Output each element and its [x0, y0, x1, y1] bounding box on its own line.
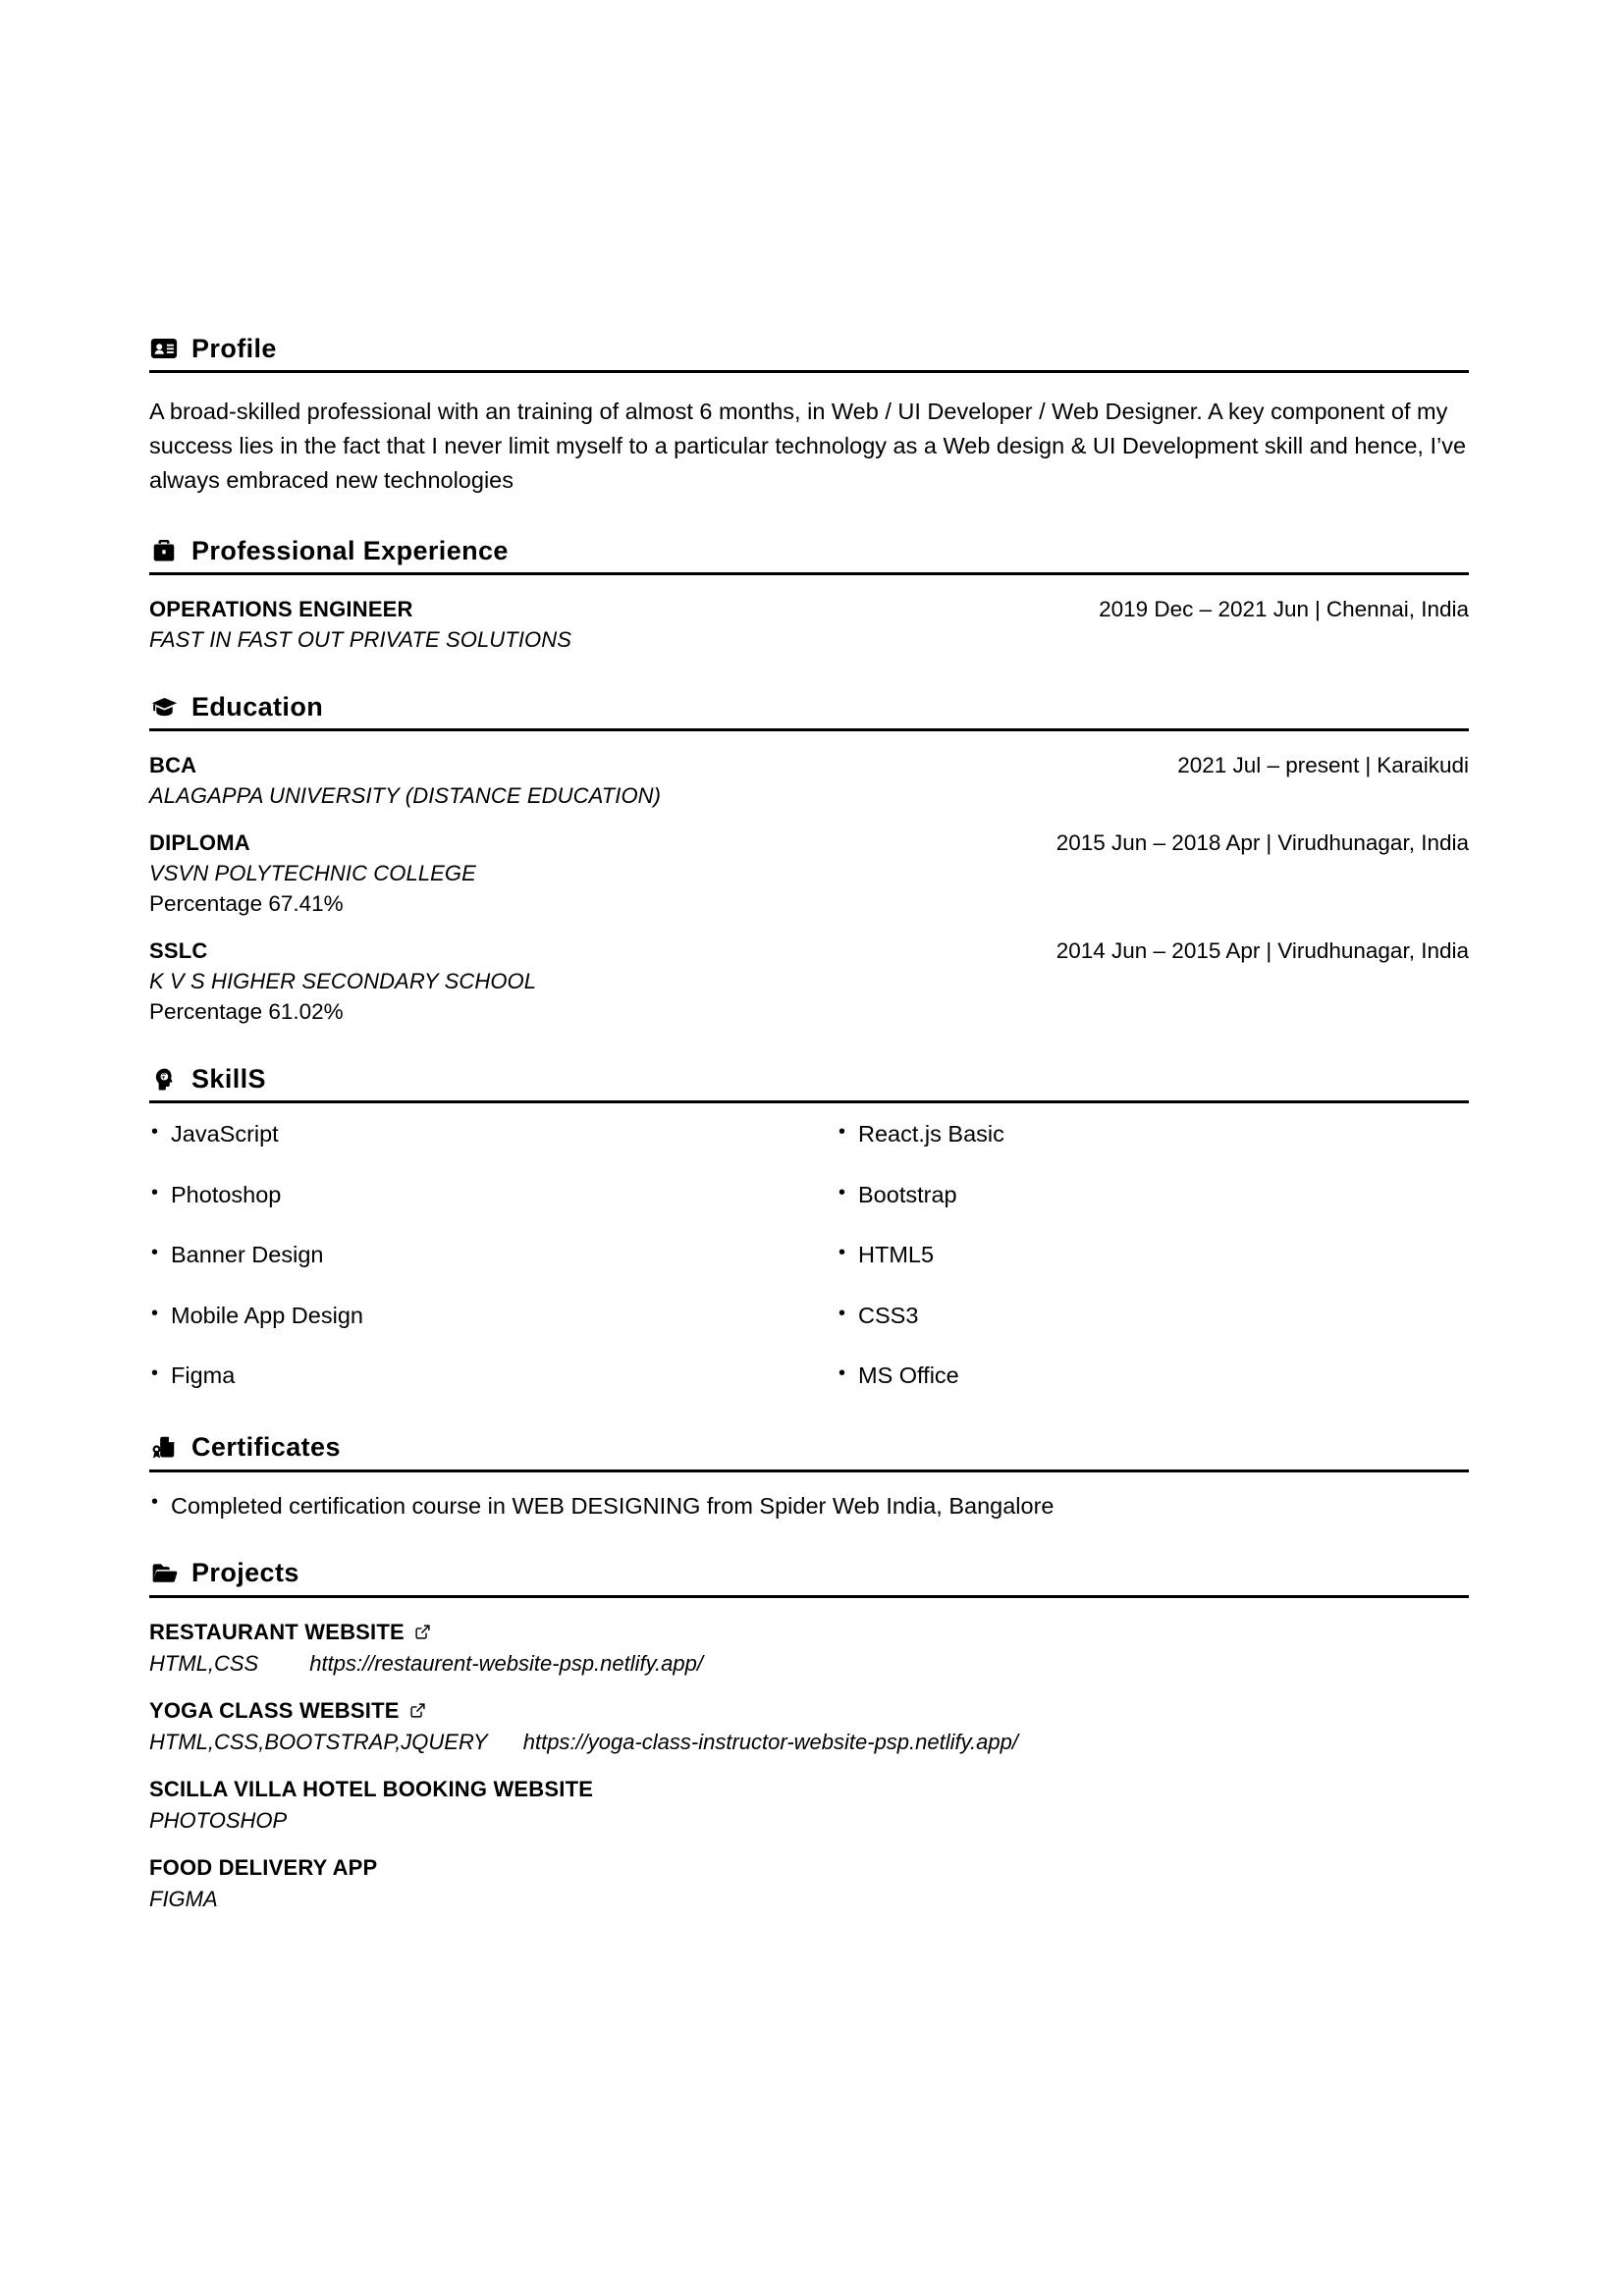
skill-item: • CSS3	[837, 1305, 1469, 1328]
spacer	[149, 1520, 1469, 1559]
folder-icon	[149, 1559, 179, 1588]
education-meta	[1177, 753, 1469, 778]
project-name: SCILLA VILLA HOTEL BOOKING WEBSITE	[149, 1776, 594, 1801]
project-header	[149, 1777, 1469, 1802]
project-item	[149, 1698, 1469, 1755]
external-link-icon[interactable]	[409, 1702, 426, 1719]
project-name: FOOD DELIVERY APP	[149, 1854, 378, 1880]
education-location: Karaikudi	[1377, 753, 1469, 778]
skills-title: SkillS	[191, 1063, 266, 1094]
education-dates: 2021 Jul – present	[1177, 753, 1360, 778]
project-tech: HTML,CSS,BOOTSTRAP,JQUERY	[149, 1729, 488, 1754]
education-institution: VSVN POLYTECHNIC COLLEGE	[149, 861, 476, 886]
experience-rule	[149, 572, 1469, 575]
skill-item: • Photoshop	[149, 1184, 809, 1207]
education-separator: |	[1266, 938, 1272, 964]
education-header	[149, 692, 1469, 728]
skills-columns	[149, 1123, 1469, 1388]
skill-item: • Figma	[149, 1364, 809, 1388]
section-profile	[149, 334, 1469, 497]
skill-item: • Bootstrap	[837, 1184, 1469, 1207]
experience-dates: 2019 Dec – 2021 Jun	[1099, 597, 1310, 622]
education-location: Virudhunagar, India	[1277, 938, 1469, 964]
education-institution: ALAGAPPA UNIVERSITY (DISTANCE EDUCATION)	[149, 783, 662, 809]
profile-header	[149, 334, 1469, 370]
project-name: YOGA CLASS WEBSITE	[149, 1697, 400, 1723]
project-item	[149, 1620, 1469, 1677]
education-entry-row	[149, 753, 1469, 778]
project-details	[149, 1730, 1469, 1755]
skills-header	[149, 1064, 1469, 1100]
external-link-icon[interactable]	[414, 1624, 431, 1640]
education-entry-row	[149, 830, 1469, 856]
spacer	[149, 497, 1469, 536]
education-degree: SSLC	[149, 938, 208, 964]
education-separator: |	[1365, 753, 1372, 778]
certificate-item: • Completed certification course in WEB DESIGNING from Spider Web India, Bangalore	[149, 1492, 1469, 1520]
project-url[interactable]: https://restaurent-website-psp.netlify.app/	[309, 1650, 703, 1676]
section-certificates	[149, 1433, 1469, 1520]
certificate-icon	[149, 1433, 179, 1463]
experience-meta	[1099, 597, 1469, 622]
education-separator: |	[1266, 830, 1272, 856]
spacer	[149, 1388, 1469, 1433]
project-details	[149, 1808, 1469, 1834]
certificates-header	[149, 1433, 1469, 1469]
education-entry	[149, 830, 1469, 917]
experience-company: FAST IN FAST OUT PRIVATE SOLUTIONS	[149, 627, 572, 653]
experience-entry	[149, 597, 1469, 653]
section-education	[149, 692, 1469, 1025]
spacer	[149, 1025, 1469, 1064]
education-entry	[149, 753, 1469, 809]
skills-column-right	[809, 1123, 1469, 1388]
project-details	[149, 1887, 1469, 1912]
project-tech: PHOTOSHOP	[149, 1807, 288, 1833]
experience-role: OPERATIONS ENGINEER	[149, 597, 413, 622]
certificates-title: Certificates	[191, 1432, 341, 1463]
resume-content	[149, 334, 1469, 1912]
skill-item: • Mobile App Design	[149, 1305, 809, 1328]
experience-header	[149, 536, 1469, 572]
education-title: Education	[191, 691, 324, 721]
profile-title: Profile	[191, 333, 277, 363]
education-percentage: Percentage 61.02%	[149, 999, 344, 1025]
project-name: RESTAURANT WEBSITE	[149, 1619, 405, 1644]
project-url[interactable]: https://yoga-class-instructor-website-psp.netlify.app/	[522, 1729, 1018, 1754]
education-percentage: Percentage 67.41%	[149, 891, 344, 917]
id-card-icon	[149, 334, 179, 363]
projects-title: Projects	[191, 1558, 299, 1588]
certificates-rule	[149, 1469, 1469, 1472]
projects-header	[149, 1559, 1469, 1595]
education-institution: K V S HIGHER SECONDARY SCHOOL	[149, 969, 537, 994]
education-degree: DIPLOMA	[149, 830, 250, 856]
experience-separator: |	[1315, 597, 1321, 622]
education-rule	[149, 728, 1469, 731]
education-dates: 2015 Jun – 2018 Apr	[1055, 830, 1261, 856]
profile-summary: A broad-skilled professional with an training of almost 6 months, in Web / UI Developer / Web Designer. A key component of my success lies in the fact that I never limit myself to a particular technology as a Web design & UI Development skill and hence, I’ve always embraced new technologies	[149, 399, 1467, 493]
education-location: Virudhunagar, India	[1277, 830, 1469, 856]
section-skills	[149, 1064, 1469, 1388]
spacer	[149, 653, 1469, 692]
project-header	[149, 1698, 1469, 1724]
skill-item: • HTML5	[837, 1244, 1469, 1267]
project-header	[149, 1620, 1469, 1645]
certificates-list	[149, 1492, 1469, 1520]
education-dates: 2014 Jun – 2015 Apr	[1055, 938, 1261, 964]
project-tech: FIGMA	[149, 1886, 218, 1911]
graduation-cap-icon	[149, 692, 179, 721]
skill-item: • MS Office	[837, 1364, 1469, 1388]
education-meta	[1056, 830, 1469, 856]
skill-item: • Banner Design	[149, 1244, 809, 1267]
skill-item: • React.js Basic	[837, 1123, 1469, 1147]
project-item	[149, 1777, 1469, 1834]
project-tech: HTML,CSS	[149, 1650, 259, 1676]
skills-rule	[149, 1100, 1469, 1103]
education-entry	[149, 938, 1469, 1025]
education-degree: BCA	[149, 753, 197, 778]
education-entry-row	[149, 938, 1469, 964]
project-header	[149, 1855, 1469, 1881]
skill-item: • JavaScript	[149, 1123, 809, 1147]
experience-location: Chennai, India	[1325, 597, 1469, 622]
projects-rule	[149, 1595, 1469, 1598]
experience-title: Professional Experience	[191, 535, 509, 565]
section-experience	[149, 536, 1469, 653]
education-meta	[1056, 938, 1469, 964]
section-projects	[149, 1559, 1469, 1912]
project-item	[149, 1855, 1469, 1912]
skills-column-left	[149, 1123, 809, 1388]
briefcase-icon	[149, 536, 179, 565]
project-details	[149, 1651, 1469, 1677]
profile-rule	[149, 370, 1469, 373]
head-brain-icon	[149, 1064, 179, 1094]
experience-entry-row	[149, 597, 1469, 622]
